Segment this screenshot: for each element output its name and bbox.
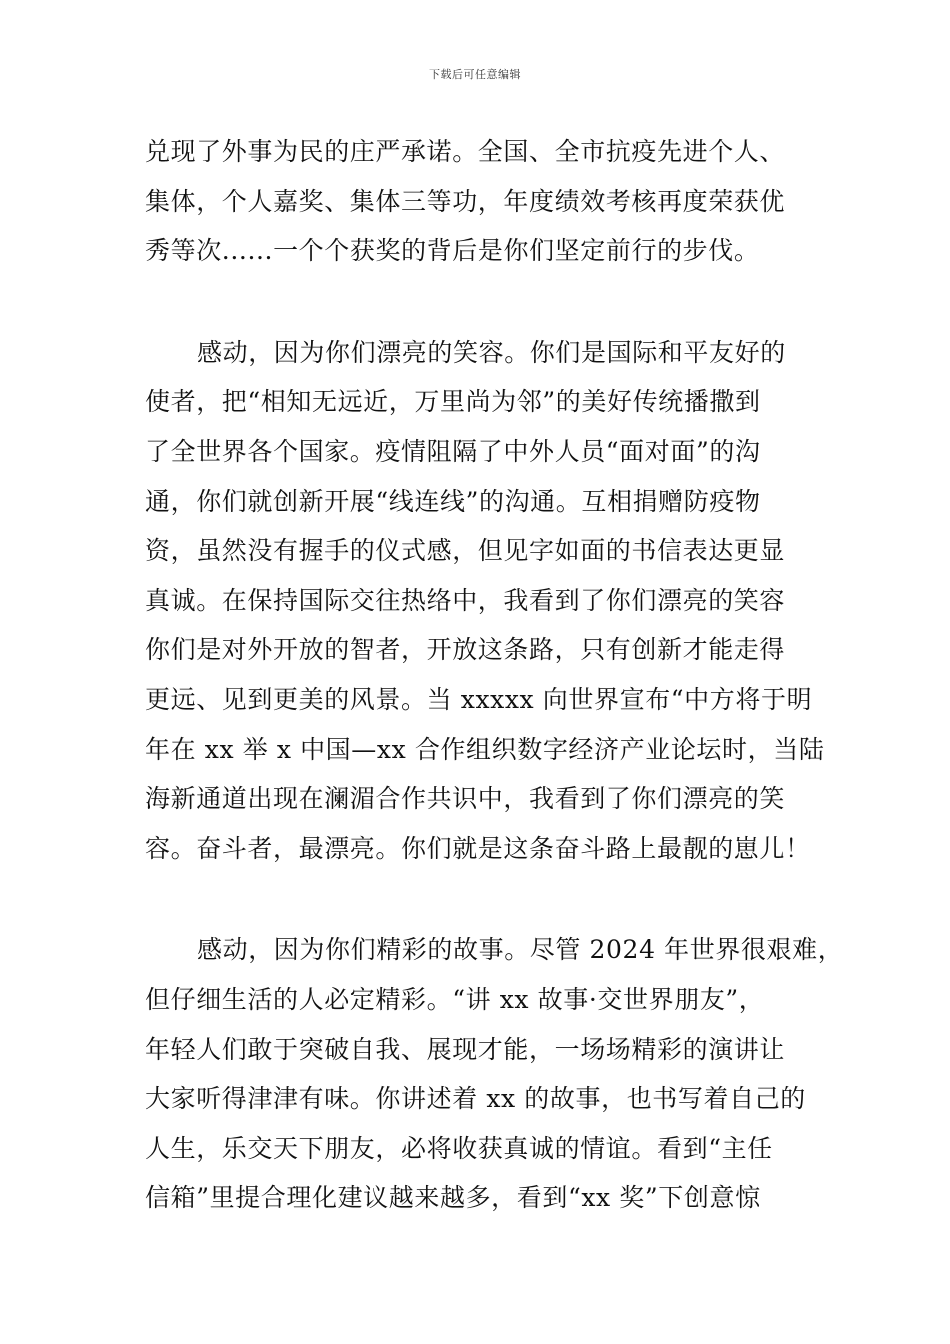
text-line: 资，虽然没有握手的仪式感，但见字如面的书信表达更显	[145, 536, 786, 566]
text-line: 感动，因为你们精彩的故事。尽管 2024 年世界很艰难，	[197, 935, 844, 965]
text-line: 信箱”里提合理化建议越来越多，看到“xx 奖”下创意惊	[145, 1183, 761, 1213]
text-line: 感动，因为你们漂亮的笑容。你们是国际和平友好的	[197, 337, 786, 367]
text-line: 真诚。在保持国际交往热络中，我看到了你们漂亮的笑容	[145, 585, 786, 615]
document-body	[145, 127, 845, 1223]
text-line: 更远、见到更美的风景。当 xxxxx 向世界宣布“中方将于明	[145, 684, 813, 714]
text-line: 海新通道出现在澜湄合作共识中，我看到了你们漂亮的笑	[145, 784, 786, 814]
page-header: 下载后可任意编辑	[429, 68, 521, 81]
paragraph-spacer	[145, 276, 845, 328]
text-line: 你们是对外开放的智者，开放这条路，只有创新才能走得	[145, 635, 786, 665]
text-line: 人生，乐交天下朋友，必将收获真诚的情谊。看到“主任	[145, 1133, 773, 1163]
text-line: 集体，个人嘉奖、集体三等功，年度绩效考核再度荣获优	[145, 186, 786, 216]
text-line: 但仔细生活的人必定精彩。“讲 xx 故事·交世界朋友”，	[145, 984, 765, 1014]
paragraph-2	[145, 328, 845, 874]
text-line: 兑现了外事为民的庄严承诺。全国、全市抗疫先进个人、	[145, 137, 786, 166]
paragraph-spacer	[145, 873, 845, 925]
text-line: 年在 xx 举 x 中国—xx 合作组织数字经济产业论坛时，当陆	[145, 734, 825, 764]
paragraph-1	[145, 127, 845, 276]
text-line: 通，你们就创新开展“线连线”的沟通。互相捐赠防疫物	[145, 486, 761, 516]
text-line: 容。奋斗者，最漂亮。你们就是这条奋斗路上最靓的崽儿！	[145, 833, 811, 863]
text-line: 使者，把“相知无远近，万里尚为邻”的美好传统播撒到	[145, 387, 761, 417]
text-line: 年轻人们敢于突破自我、展现才能，一场场精彩的演讲让	[145, 1034, 786, 1064]
paragraph-3	[145, 925, 845, 1223]
text-line: 秀等次......一个个获奖的背后是你们坚定前行的步伐。	[145, 236, 760, 266]
text-line: 大家听得津津有味。你讲述着 xx 的故事，也书写着自己的	[145, 1084, 806, 1114]
text-line: 了全世界各个国家。疫情阻隔了中外人员“面对面”的沟	[145, 436, 761, 466]
